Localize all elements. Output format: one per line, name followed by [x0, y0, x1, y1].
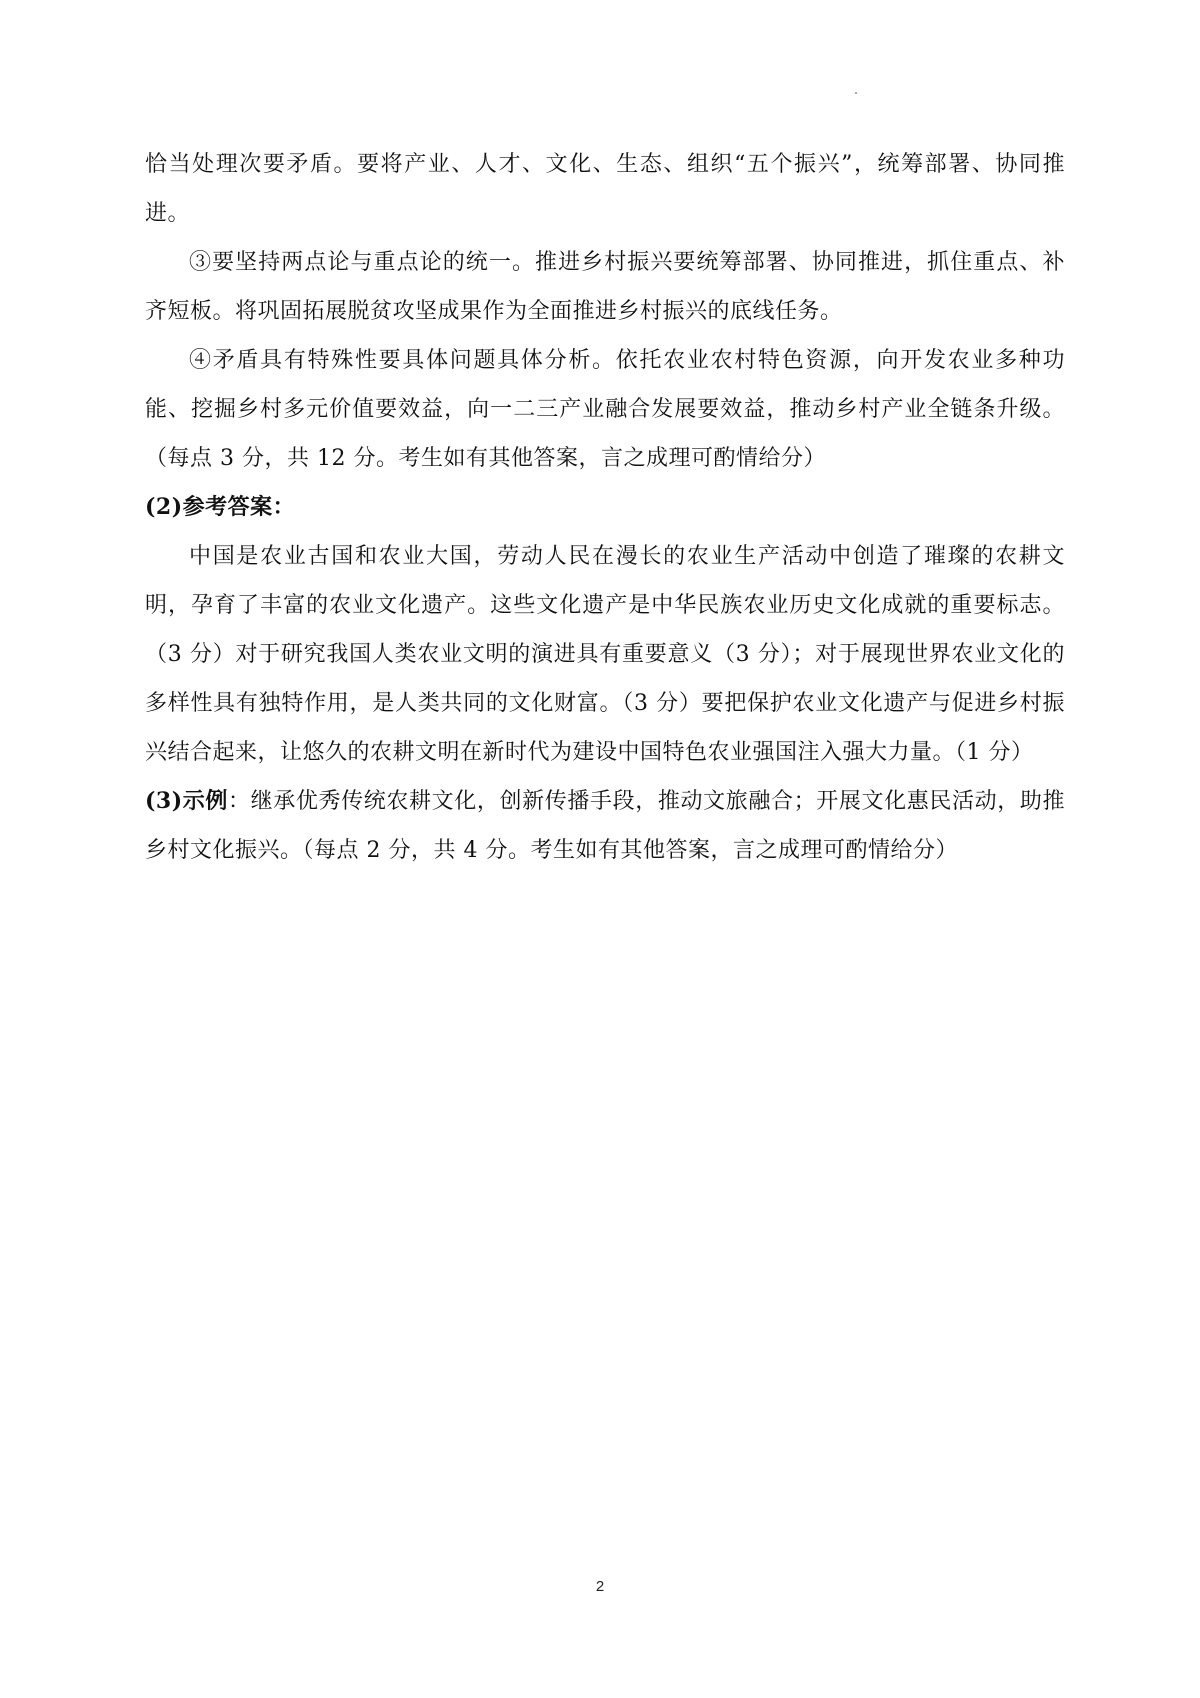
page-number: 2 [595, 1578, 605, 1595]
example-label: (3)示例 [145, 788, 228, 814]
document-body [145, 140, 1065, 875]
example-body: ：继承优秀传统农耕文化，创新传播手段，推动文旅融合；开展文化惠民活动，助推乡村文化振兴。（每点 2 分，共 4 分。考生如有其他答案，言之成理可酌情给分） [145, 789, 1065, 863]
paragraph-point-4: ④矛盾具有特殊性要具体问题具体分析。依托农业农村特色资源，向开发农业多种功能、挖掘乡村多元价值要效益，向一二三产业融合发展要效益，推动乡村产业全链条升级。（每点 3 分，共 12 分。考生如有其他答案，言之成理可酌情给分） [145, 348, 1065, 471]
scan-speck [855, 92, 857, 94]
paragraph-reference-answer: 中国是农业古国和农业大国，劳动人民在漫长的农业生产活动中创造了璀璨的农耕文明，孕育了丰富的农业文化遗产。这些文化遗产是中华民族农业历史文化成就的重要标志。（3 分）对于研究我国人类农业文明的演进具有重要意义（3 分）；对于展现世界农业文化的多样性具有独特作用，是人类共同的文化财富。（3 分）要把保护农业文化遗产与促进乡村振兴结合起来，让悠久的农耕文明在新时代为建设中国特色农业强国注入强大力量。（1 分） [145, 544, 1065, 765]
section-heading-2: (2)参考答案： [145, 494, 296, 520]
paragraph-continuation: 恰当处理次要矛盾。要将产业、人才、文化、生态、组织“五个振兴”，统筹部署、协同推进。 [145, 152, 1065, 226]
paragraph-point-3: ③要坚持两点论与重点论的统一。推进乡村振兴要统筹部署、协同推进，抓住重点、补齐短板。将巩固拓展脱贫攻坚成果作为全面推进乡村振兴的底线任务。 [145, 250, 1065, 324]
paragraph-example [145, 777, 1065, 875]
